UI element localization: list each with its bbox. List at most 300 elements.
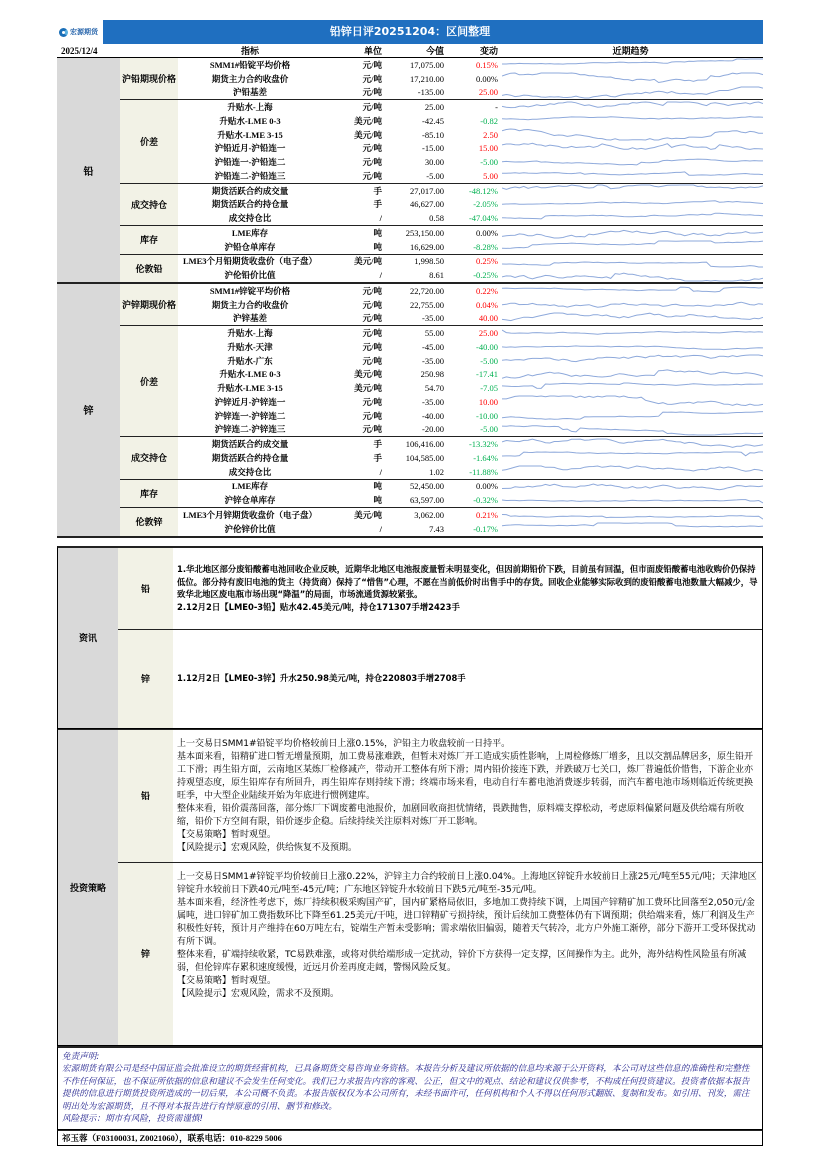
indicator-name: 期货主力合约收盘价 bbox=[211, 299, 289, 310]
change-value: -5.00 bbox=[480, 424, 498, 435]
current-value: -45.00 bbox=[422, 341, 444, 352]
indicator-name: 期货主力合约收盘价 bbox=[211, 73, 289, 84]
current-value: 17,210.00 bbox=[410, 73, 444, 84]
trend-chart bbox=[502, 184, 763, 197]
indicator-name: LME3个月铅期货收盘价（电子盘） bbox=[182, 256, 318, 267]
indicator-name: SMM1#锌锭平均价格 bbox=[209, 285, 291, 296]
group-rows bbox=[178, 326, 763, 436]
indicator-name: 沪锌连一-沪锌连二 bbox=[214, 410, 286, 421]
table-row bbox=[178, 340, 763, 354]
disclaimer-body: 宏源期货有限公司是经中国证监会批准设立的期货经营机构，已具备期货交易咨询业务资格。本报告分析及建议所依据的信息均来源于公开资料，本公司对这些信息的准确性和完整性不作任何保证，也不保证所依据的信息和建议不会发生任何变化。我们已力求报告内容的客观、公正，但文中的观点、结论和建议仅供参考，不构成任何投资建议。投资者依据本报告提供的信息进行期货投资所造成的一切后果，本公司概不负责。本报告版权仅为本公司所有，未经书面许可，任何机构和个人不得以任何形式翻版、复制和发布。如引用、刊发，需注明出处为宏源期货，且不得对本报告进行有悖原意的引用、删节和修改。 bbox=[62, 1064, 750, 1112]
report-date: 2025/12/4 bbox=[61, 45, 98, 56]
indicator-name: LME库存 bbox=[231, 481, 269, 492]
indicator-name: 沪锌基差 bbox=[232, 313, 267, 324]
sparkline-path bbox=[502, 129, 763, 140]
strategy-paragraph: 基本面来看，铅精矿进口暂无增量预期，加工费易涨难跌，但暂未对炼厂开工造成实质性影响，上周检修炼厂增多，且以交割品牌居多，原生铅开工下滑；再生铅方面，云南地区某炼厂检修减产，带动开工整体有所下滑；周内铅价接连下跌，并跌破万七关口，炼厂普遍低价惜售，下游企业亦持观望态度，原生铅库存有所回升，再生铅库存则持续下滑；终端市场来看，电动自行车蓄电池消费逐步转弱，而汽车蓄电池市场则临近传统更换旺季，中大型企业陆续开始为年底进行惯例建库。 bbox=[177, 751, 754, 801]
sparkline-path bbox=[502, 355, 763, 362]
sparkline-path bbox=[502, 143, 763, 149]
group-rows bbox=[178, 437, 763, 478]
unit: 元/吨 bbox=[362, 424, 382, 435]
table-row bbox=[178, 142, 763, 156]
indicator-name: 沪锌仓单库存 bbox=[224, 495, 276, 506]
group-label: 沪锌期现价格 bbox=[120, 284, 178, 325]
unit: 元/吨 bbox=[362, 157, 382, 168]
col-trend: 近期趋势 bbox=[612, 46, 649, 56]
indicator-name: 期货活跃合约成交量 bbox=[211, 439, 289, 450]
sparkline-path bbox=[502, 102, 763, 108]
current-value: 0.58 bbox=[429, 213, 444, 224]
current-value: 22,720.00 bbox=[410, 285, 444, 296]
trend-chart bbox=[502, 142, 763, 155]
indicator-name: 沪锌近月-沪锌连一 bbox=[214, 396, 286, 407]
news-item bbox=[118, 630, 762, 728]
unit: 元/吨 bbox=[362, 410, 382, 421]
trend-chart bbox=[502, 169, 763, 182]
metric-groups bbox=[120, 284, 763, 536]
change-value: -0.82 bbox=[480, 115, 498, 126]
sparkline-path bbox=[502, 287, 763, 292]
group-label: 价差 bbox=[120, 100, 178, 183]
unit: / bbox=[379, 466, 382, 477]
indicator-name: 沪铅仓单库存 bbox=[224, 241, 276, 252]
group-rows bbox=[178, 508, 763, 536]
indicator-name: 沪铅连一-沪铅连二 bbox=[214, 157, 286, 168]
trend-chart bbox=[502, 114, 763, 127]
table-row bbox=[178, 480, 763, 494]
indicator-name: 成交持仓比 bbox=[228, 466, 272, 477]
trend-chart bbox=[502, 368, 763, 381]
current-value: 22,755.00 bbox=[410, 299, 444, 310]
disclaimer bbox=[57, 1046, 763, 1131]
table-row bbox=[178, 114, 763, 128]
sparkline-path bbox=[502, 73, 763, 83]
trend-chart bbox=[502, 312, 763, 325]
current-value: 63,597.00 bbox=[410, 495, 444, 506]
sparkline bbox=[502, 156, 763, 169]
change-value: -1.64% bbox=[473, 452, 498, 463]
unit: / bbox=[379, 270, 382, 281]
sparkline-path bbox=[502, 370, 763, 378]
trend-chart bbox=[502, 86, 763, 99]
news-text bbox=[173, 548, 762, 629]
news-label: 资讯 bbox=[58, 548, 118, 728]
change-value: -13.32% bbox=[468, 439, 498, 450]
metric-group bbox=[120, 480, 763, 509]
group-rows bbox=[178, 184, 763, 225]
indicator-name: 沪锌连二-沪锌连三 bbox=[214, 424, 286, 435]
current-value: -15.00 bbox=[422, 143, 444, 154]
trend-chart bbox=[502, 409, 763, 422]
current-value: 25.00 bbox=[424, 102, 444, 113]
current-value: 1.02 bbox=[429, 466, 444, 477]
table-row bbox=[178, 128, 763, 142]
strategy-item bbox=[118, 863, 762, 1045]
group-label: 沪铅期现价格 bbox=[120, 58, 178, 99]
sparkline bbox=[502, 269, 763, 282]
unit: 元/吨 bbox=[362, 328, 382, 339]
disclaimer-title: 免责声明: bbox=[62, 1051, 100, 1062]
change-value: 0.00% bbox=[476, 481, 498, 492]
sparkline bbox=[502, 198, 763, 211]
table-row bbox=[178, 155, 763, 169]
table-row bbox=[178, 298, 763, 312]
unit: 手 bbox=[373, 439, 382, 450]
news-section bbox=[57, 546, 763, 729]
metric-group bbox=[120, 326, 763, 437]
strategy-label: 投资策略 bbox=[58, 730, 118, 1045]
metrics-table bbox=[57, 58, 763, 538]
metric-group bbox=[120, 437, 763, 479]
strategy-paragraph: 【交易策略】暂时观望。 bbox=[177, 976, 277, 987]
change-value: 25.00 bbox=[478, 328, 498, 339]
unit: 元/吨 bbox=[362, 87, 382, 98]
table-row bbox=[178, 169, 763, 183]
table-row bbox=[178, 100, 763, 114]
current-value: 17,075.00 bbox=[410, 59, 444, 70]
change-value: -48.12% bbox=[468, 185, 498, 196]
indicator-name: 沪铅基差 bbox=[232, 87, 267, 98]
unit: 美元/吨 bbox=[354, 129, 382, 140]
table-row bbox=[178, 326, 763, 340]
trend-chart bbox=[502, 255, 763, 268]
table-row bbox=[178, 522, 763, 536]
unit: / bbox=[379, 523, 382, 534]
current-value: 54.70 bbox=[424, 383, 444, 394]
trend-chart bbox=[502, 395, 763, 408]
sparkline bbox=[502, 128, 763, 141]
report-title: 铅锌日评20251204：区间整理 bbox=[329, 25, 491, 38]
group-label: 价差 bbox=[120, 326, 178, 436]
indicator-name: 升贴水-LME 0-3 bbox=[219, 369, 281, 380]
sparkline bbox=[502, 212, 763, 225]
indicator-name: 期货活跃合约成交量 bbox=[211, 185, 289, 196]
sparkline bbox=[502, 184, 763, 197]
sparkline-path bbox=[502, 346, 763, 350]
unit: 吨 bbox=[373, 481, 382, 492]
metal-section bbox=[57, 58, 763, 284]
change-value: -2.05% bbox=[473, 199, 498, 210]
change-value: 10.00 bbox=[478, 396, 498, 407]
strategy-paragraph: 【风险提示】宏观风险，需求不及预期。 bbox=[177, 989, 340, 1000]
sparkline-path bbox=[502, 466, 763, 471]
strategy-paragraph: 上一交易日SMM1#铅锭平均价格较前日上涨0.15%，沪铅主力收盘较前一日持平。 bbox=[177, 738, 511, 749]
strategy-paragraph: 整体来看，矿端持续收紧，TC易跌难涨，或将对供给端形成一定扰动，锌价下方获得一定支撑，区间操作为主。此外，海外结构性风险虽有所减弱，但伦锌库存累积速度缓慢，近远月价差再度走阔，警惕风险反复。 bbox=[177, 950, 747, 974]
change-value: 0.22% bbox=[476, 285, 498, 296]
table-row bbox=[178, 368, 763, 382]
trend-chart bbox=[502, 240, 763, 253]
sparkline-path bbox=[502, 412, 763, 420]
change-value: - bbox=[495, 102, 498, 113]
change-value: -0.25% bbox=[473, 270, 498, 281]
unit: 吨 bbox=[373, 227, 382, 238]
change-value: 0.25% bbox=[476, 256, 498, 267]
sparkline-path bbox=[502, 117, 763, 120]
sparkline-path bbox=[502, 241, 763, 248]
change-value: 0.15% bbox=[476, 59, 498, 70]
column-header-row bbox=[57, 44, 763, 58]
sparkline-path bbox=[502, 330, 763, 334]
col-change: 变动 bbox=[479, 46, 498, 56]
indicator-name: 升贴水-天津 bbox=[227, 341, 273, 352]
sparkline bbox=[502, 58, 763, 71]
sparkline-path bbox=[502, 484, 763, 490]
indicator-name: 升贴水-LME 3-15 bbox=[217, 129, 283, 140]
metric-group bbox=[120, 508, 763, 536]
table-row bbox=[178, 72, 763, 86]
current-value: -20.00 bbox=[422, 424, 444, 435]
sparkline bbox=[502, 465, 763, 478]
sparkline-path bbox=[502, 201, 763, 205]
risk-warning: 风险提示：期市有风险，投资需谨慎! bbox=[62, 1114, 203, 1125]
sparkline bbox=[502, 298, 763, 311]
trend-chart bbox=[502, 494, 763, 507]
indicator-name: 期货活跃合约持仓量 bbox=[211, 199, 289, 210]
sparkline bbox=[502, 340, 763, 353]
unit: 美元/吨 bbox=[354, 115, 382, 126]
current-value: -42.45 bbox=[422, 115, 444, 126]
metal-label: 锌 bbox=[57, 284, 120, 536]
table-row bbox=[178, 240, 763, 254]
current-value: 106,416.00 bbox=[405, 439, 444, 450]
unit: 元/吨 bbox=[362, 299, 382, 310]
indicator-name: 沪铅连二-沪铅连三 bbox=[214, 170, 286, 181]
table-row bbox=[178, 465, 763, 479]
sparkline-path bbox=[502, 59, 763, 64]
sparkline bbox=[502, 86, 763, 99]
current-value: 55.00 bbox=[424, 328, 444, 339]
analyst-contact: 祁玉蓉（F03100031, Z0021060），联系电话：010-8229 5006 bbox=[57, 1130, 763, 1146]
trend-chart bbox=[502, 480, 763, 493]
group-label: 成交持仓 bbox=[120, 437, 178, 478]
table-row bbox=[178, 58, 763, 72]
metal-section bbox=[57, 284, 763, 538]
table-row bbox=[178, 211, 763, 225]
metric-group bbox=[120, 284, 763, 326]
indicator-name: 升贴水-广东 bbox=[227, 355, 273, 366]
strategy-paragraph: 整体来看，铅价震荡回落，部分炼厂下调废蓄电池报价，加剧回收商担忧情绪，畏跌抛售，原料端支撑松动，考虑原料偏紧问题及供给端有所收缩，铅价下方空间有限，铅价逐步企稳。后续持续关注原料对炼厂开工影响。 bbox=[177, 803, 745, 828]
sparkline bbox=[502, 423, 763, 436]
trend-chart bbox=[502, 226, 763, 239]
sparkline bbox=[502, 494, 763, 507]
trend-chart bbox=[502, 438, 763, 451]
group-rows bbox=[178, 226, 763, 254]
sparkline-path bbox=[502, 87, 763, 98]
trend-chart bbox=[502, 298, 763, 311]
sparkline bbox=[502, 284, 763, 297]
group-label: 库存 bbox=[120, 480, 178, 508]
table-row bbox=[178, 284, 763, 298]
trend-chart bbox=[502, 508, 763, 521]
current-value: 7.43 bbox=[429, 523, 444, 534]
indicator-name: 升贴水-LME 3-15 bbox=[217, 383, 283, 394]
metric-group bbox=[120, 100, 763, 184]
sparkline-path bbox=[502, 159, 763, 165]
unit: 手 bbox=[373, 452, 382, 463]
table-row bbox=[178, 423, 763, 437]
indicator-name: LME3个月锌期货收盘价（电子盘） bbox=[182, 509, 318, 520]
logo-icon bbox=[59, 28, 68, 37]
table-row bbox=[178, 184, 763, 198]
change-value: 0.21% bbox=[476, 509, 498, 520]
unit: 元/吨 bbox=[362, 285, 382, 296]
news-metal-label: 锌 bbox=[118, 630, 173, 728]
news-paragraph: 1.12月2日【LME0-3锌】升水250.98美元/吨，持仓220803手增2708手 bbox=[177, 673, 466, 684]
sparkline bbox=[502, 226, 763, 239]
change-value: -5.00 bbox=[480, 157, 498, 168]
sparkline-path bbox=[502, 439, 763, 447]
table-row bbox=[178, 226, 763, 240]
change-value: -11.88% bbox=[469, 466, 498, 477]
trend-chart bbox=[502, 354, 763, 367]
current-value: 3,062.00 bbox=[414, 509, 444, 520]
sparkline bbox=[502, 368, 763, 381]
group-label: 成交持仓 bbox=[120, 184, 178, 225]
sparkline-path bbox=[502, 452, 763, 456]
sparkline-path bbox=[502, 262, 763, 267]
news-paragraph: 2.12月2日【LME0-3铅】贴水42.45美元/吨，持仓171307手增2423手 bbox=[177, 601, 460, 612]
news-paragraph: 1.华北地区部分废铅酸蓄电池回收企业反映，近期华北地区电池报废量暂未明显变化，但因前期铅价下跌，目前虽有回温，但市面废铅酸蓄电池收购价仍保持低位。部分持有废旧电池的货主（持货商）保持了“惜售”心理，不愿在当前低价时出售手中的存货。回收企业能够实际收到的废铅酸蓄电池数量大幅减少，导致华北地区废电瓶市场出现“降温”的局面，市场流通货源较紧张。 bbox=[177, 564, 758, 599]
unit: 元/吨 bbox=[362, 396, 382, 407]
sparkline bbox=[502, 395, 763, 408]
sparkline-path bbox=[502, 499, 763, 502]
sparkline bbox=[502, 451, 763, 464]
sparkline bbox=[502, 142, 763, 155]
change-value: -7.05 bbox=[480, 383, 498, 394]
trend-chart bbox=[502, 423, 763, 436]
unit: 元/吨 bbox=[362, 59, 382, 70]
current-value: -35.00 bbox=[422, 355, 444, 366]
sparkline bbox=[502, 438, 763, 451]
sparkline-path bbox=[502, 396, 763, 406]
table-row bbox=[178, 437, 763, 451]
indicator-name: 沪铅近月-沪铅连一 bbox=[214, 143, 286, 154]
indicator-name: 沪伦锌价比值 bbox=[224, 523, 276, 534]
metric-group bbox=[120, 255, 763, 283]
group-rows bbox=[178, 255, 763, 283]
current-value: 1,998.50 bbox=[414, 256, 444, 267]
strategy-paragraph: 【风险提示】宏观风险，供给恢复不及预期。 bbox=[177, 843, 358, 854]
unit: 美元/吨 bbox=[354, 256, 382, 267]
group-label: 伦敦铅 bbox=[120, 255, 178, 283]
unit: 美元/吨 bbox=[354, 369, 382, 380]
change-value: -0.32% bbox=[473, 495, 498, 506]
change-value: -5.00 bbox=[480, 355, 498, 366]
table-row bbox=[178, 255, 763, 269]
trend-chart bbox=[502, 340, 763, 353]
sparkline-path bbox=[502, 426, 763, 435]
current-value: -40.00 bbox=[422, 410, 444, 421]
change-value: 5.00 bbox=[483, 170, 498, 181]
unit: 元/吨 bbox=[362, 170, 382, 181]
table-row bbox=[178, 508, 763, 522]
table-row bbox=[178, 409, 763, 423]
sparkline-path bbox=[502, 231, 763, 239]
strategy-section bbox=[57, 729, 763, 1046]
strategy-metal-label: 铅 bbox=[118, 730, 173, 862]
strategy-text bbox=[173, 730, 762, 862]
table-row bbox=[178, 395, 763, 409]
indicator-name: 升贴水-LME 0-3 bbox=[219, 115, 281, 126]
trend-chart bbox=[502, 465, 763, 478]
group-rows bbox=[178, 284, 763, 325]
sparkline-path bbox=[502, 185, 763, 189]
group-label: 伦敦锌 bbox=[120, 508, 178, 536]
sparkline bbox=[502, 240, 763, 253]
table-row bbox=[178, 493, 763, 507]
trend-chart bbox=[502, 212, 763, 225]
change-value: -40.00 bbox=[476, 341, 498, 352]
sparkline-path bbox=[502, 172, 763, 175]
sparkline bbox=[502, 382, 763, 395]
sparkline-path bbox=[502, 383, 763, 388]
current-value: 104,585.00 bbox=[405, 452, 444, 463]
current-value: 16,629.00 bbox=[410, 241, 444, 252]
unit: 元/吨 bbox=[362, 102, 382, 113]
sparkline bbox=[502, 101, 763, 114]
sparkline bbox=[502, 480, 763, 493]
group-rows bbox=[178, 58, 763, 99]
indicator-name: SMM1#铅锭平均价格 bbox=[209, 59, 291, 70]
indicator-name: 成交持仓比 bbox=[228, 213, 272, 224]
sparkline-path bbox=[502, 273, 763, 281]
news-item bbox=[118, 548, 762, 630]
trend-chart bbox=[502, 156, 763, 169]
unit: 元/吨 bbox=[362, 355, 382, 366]
unit: / bbox=[379, 213, 382, 224]
unit: 元/吨 bbox=[362, 313, 382, 324]
unit: 美元/吨 bbox=[354, 509, 382, 520]
sparkline bbox=[502, 354, 763, 367]
change-value: -17.41 bbox=[476, 369, 498, 380]
unit: 手 bbox=[373, 185, 382, 196]
table-row bbox=[178, 198, 763, 212]
change-value: 2.50 bbox=[483, 129, 498, 140]
strategy-paragraph: 【交易策略】暂时观望。 bbox=[177, 830, 277, 841]
table-row bbox=[178, 354, 763, 368]
current-value: -135.00 bbox=[417, 87, 444, 98]
sparkline bbox=[502, 169, 763, 182]
table-row bbox=[178, 451, 763, 465]
current-value: 8.61 bbox=[429, 270, 444, 281]
company-logo bbox=[57, 20, 103, 44]
indicator-name: 沪伦铅价比值 bbox=[224, 270, 276, 281]
sparkline bbox=[502, 409, 763, 422]
strategy-item bbox=[118, 730, 762, 863]
sparkline bbox=[502, 522, 763, 535]
sparkline-path bbox=[502, 302, 763, 307]
trend-chart bbox=[502, 198, 763, 211]
col-indicator: 指标 bbox=[240, 46, 259, 56]
news-text bbox=[173, 630, 762, 728]
current-value: -35.00 bbox=[422, 313, 444, 324]
indicator-name: 期货活跃合约持仓量 bbox=[211, 452, 289, 463]
group-label: 库存 bbox=[120, 226, 178, 254]
sparkline-path bbox=[502, 313, 763, 321]
change-value: -10.00 bbox=[476, 410, 498, 421]
trend-chart bbox=[502, 128, 763, 141]
table-row bbox=[178, 86, 763, 100]
logo-text: 宏源期货 bbox=[70, 28, 98, 36]
col-unit: 单位 bbox=[363, 46, 382, 56]
news-metal-label: 铅 bbox=[118, 548, 173, 629]
change-value: 0.00% bbox=[476, 227, 498, 238]
trend-chart bbox=[502, 382, 763, 395]
trend-chart bbox=[502, 101, 763, 114]
current-value: -35.00 bbox=[422, 396, 444, 407]
unit: 元/吨 bbox=[362, 143, 382, 154]
group-rows bbox=[178, 480, 763, 508]
metal-label: 铅 bbox=[57, 58, 120, 282]
